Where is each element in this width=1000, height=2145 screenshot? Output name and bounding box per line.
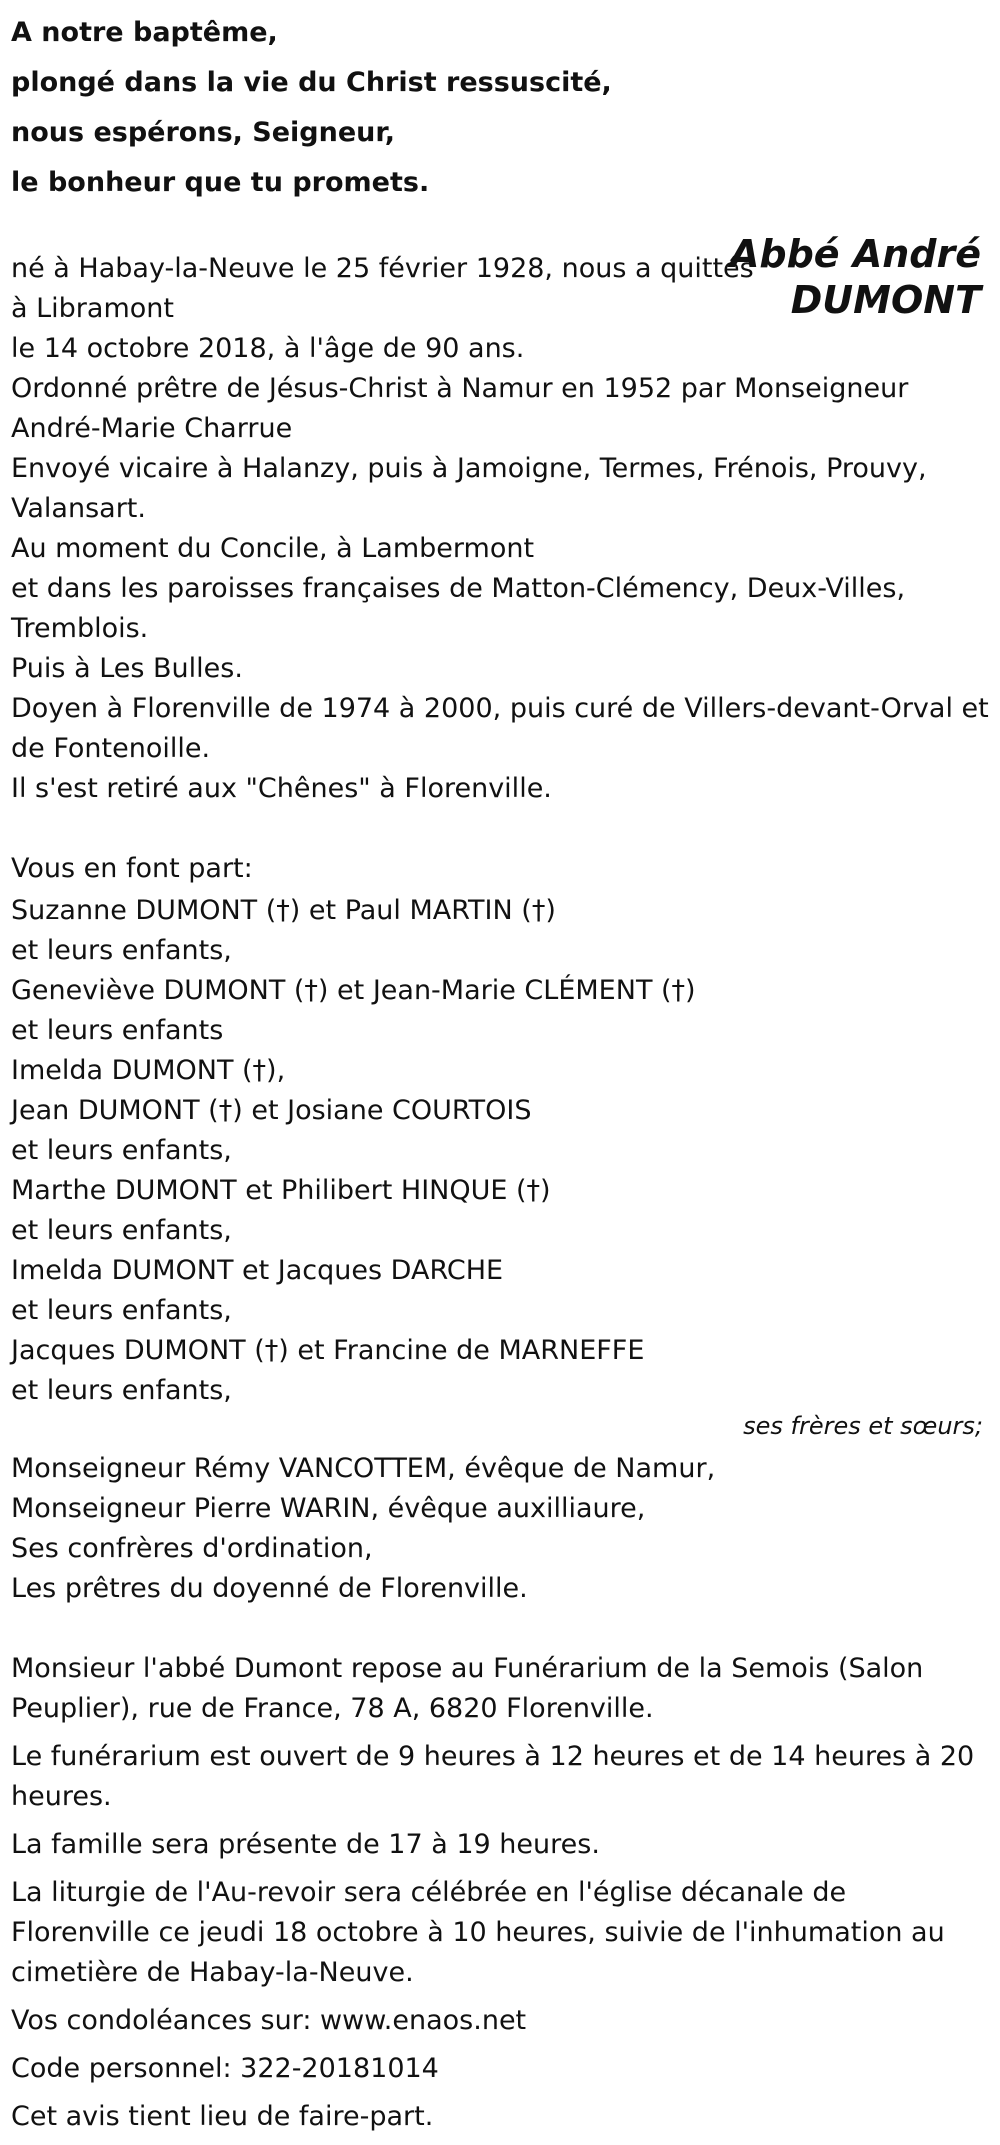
family-note: ses frères et sœurs;: [743, 1412, 983, 1440]
biography-line: Doyen à Florenville de 1974 à 2000, puis curé de Villers-devant-Orval et: [11, 693, 989, 724]
biography-line: Valansart.: [11, 493, 146, 524]
biography-line: Ordonné prêtre de Jésus-Christ à Namur en 1952 par Monseigneur: [11, 373, 909, 404]
family-line: et leurs enfants,: [11, 1215, 232, 1246]
deceased-name: [730, 231, 981, 323]
info-paragraph: Le funérarium est ouvert de 9 heures à 12 heures et de 14 heures à 20 heures.: [11, 1741, 975, 1812]
family-line: Marthe DUMONT et Philibert HINQUE (†): [11, 1175, 551, 1206]
family-line: Geneviève DUMONT (†) et Jean-Marie CLÉMENT (†): [11, 975, 696, 1006]
biography-line: à Libramont: [11, 293, 174, 324]
verse-line: plongé dans la vie du Christ ressuscité,: [11, 67, 612, 98]
clergy-line: Les prêtres du doyenné de Florenville.: [11, 1573, 528, 1604]
family-line: Jean DUMONT (†) et Josiane COURTOIS: [11, 1095, 532, 1126]
deceased-title-line2: DUMONT: [790, 278, 981, 322]
biography-line: Tremblois.: [11, 613, 149, 644]
spacer: [11, 1609, 991, 1649]
family-section: [11, 849, 991, 1441]
family-line: et leurs enfants: [11, 1015, 224, 1046]
biography-line: Au moment du Concile, à Lambermont: [11, 533, 535, 564]
info-paragraph: Monsieur l'abbé Dumont repose au Funérarium de la Semois (Salon Peuplier), rue de France, 78 A, 6820 Florenville.: [11, 1653, 924, 1724]
biography-line: Envoyé vicaire à Halanzy, puis à Jamoigne, Termes, Frénois, Prouvy,: [11, 453, 927, 484]
family-line: et leurs enfants,: [11, 1375, 232, 1406]
biography: [11, 249, 991, 809]
clergy-section: [11, 1449, 991, 1609]
closing-line: Cet avis tient lieu de faire-part.: [11, 2101, 434, 2132]
family-line: et leurs enfants,: [11, 1295, 232, 1326]
biography-line: de Fontenoille.: [11, 733, 211, 764]
deceased-title-line1: Abbé André: [730, 232, 981, 276]
family-line: Imelda DUMONT (†),: [11, 1055, 286, 1086]
obituary-notice: [11, 0, 991, 2145]
personal-code-line: Code personnel: 322-20181014: [11, 2053, 439, 2084]
funeral-info: [11, 1649, 991, 2137]
info-paragraph: La liturgie de l'Au-revoir sera célébrée en l'église décanale de Florenville ce jeudi 18 octobre à 10 heures, suivie de l'inhumation au cimetière de Habay-la-Neuve.: [11, 1877, 945, 1988]
biography-line: Puis à Les Bulles.: [11, 653, 243, 684]
family-line: et leurs enfants,: [11, 935, 232, 966]
clergy-line: Monseigneur Rémy VANCOTTEM, évêque de Namur,: [11, 1453, 716, 1484]
spacer: [11, 809, 991, 849]
verse: [11, 8, 991, 208]
condolences-line: Vos condoléances sur: www.enaos.net: [11, 2005, 527, 2036]
family-line: Suzanne DUMONT (†) et Paul MARTIN (†): [11, 895, 556, 926]
verse-line: le bonheur que tu promets.: [11, 167, 430, 198]
verse-line: A notre baptême,: [11, 17, 278, 48]
clergy-line: Monseigneur Pierre WARIN, évêque auxilliaure,: [11, 1493, 646, 1524]
biography-line: Il s'est retiré aux "Chênes" à Florenville.: [11, 773, 552, 804]
biography-line: et dans les paroisses françaises de Matton-Clémency, Deux-Villes,: [11, 573, 906, 604]
family-line: et leurs enfants,: [11, 1135, 232, 1166]
family-line: Jacques DUMONT (†) et Francine de MARNEFFE: [11, 1335, 645, 1366]
family-intro: Vous en font part:: [11, 853, 253, 884]
biography-line: né à Habay-la-Neuve le 25 février 1928, nous a quittés: [11, 253, 754, 284]
clergy-line: Ses confrères d'ordination,: [11, 1533, 373, 1564]
verse-line: nous espérons, Seigneur,: [11, 117, 395, 148]
biography-line: André-Marie Charrue: [11, 413, 293, 444]
biography-line: le 14 octobre 2018, à l'âge de 90 ans.: [11, 333, 525, 364]
info-paragraph: La famille sera présente de 17 à 19 heures.: [11, 1829, 600, 1860]
family-line: Imelda DUMONT et Jacques DARCHE: [11, 1255, 504, 1286]
